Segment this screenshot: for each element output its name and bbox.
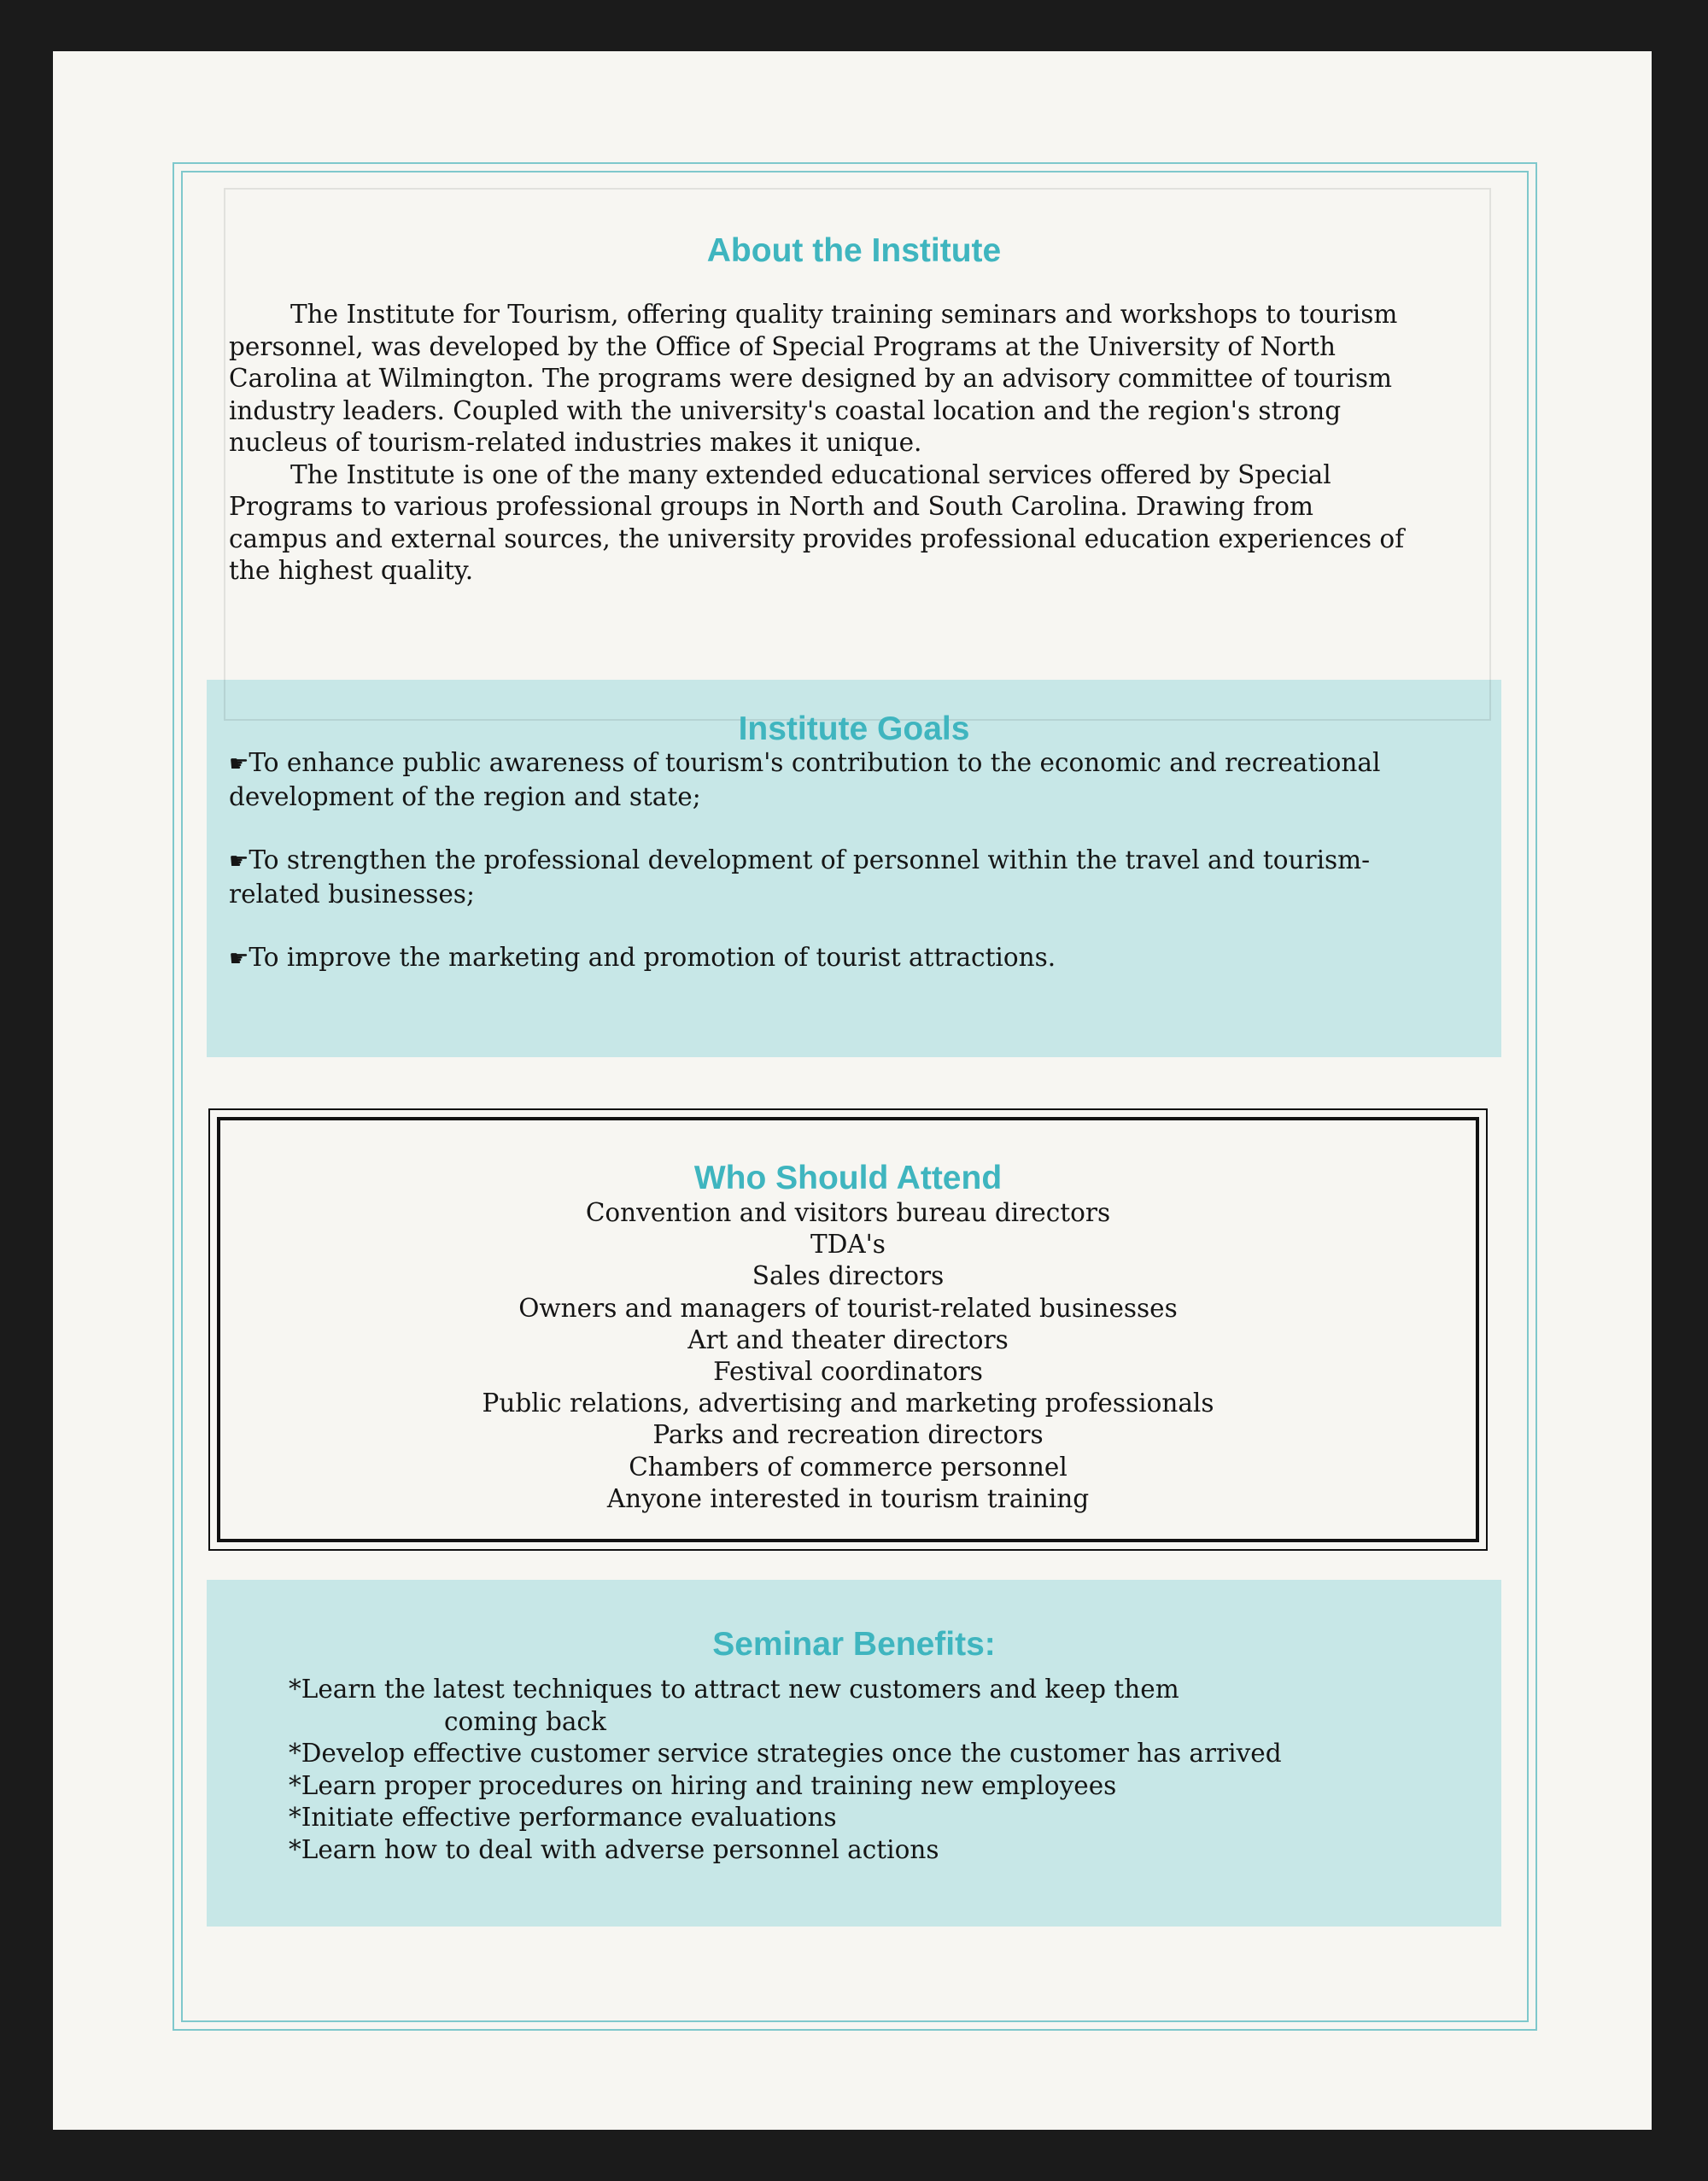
about-body xyxy=(229,299,1407,588)
benefit-item: *Initiate effective performance evaluations xyxy=(289,1803,837,1832)
benefits-list xyxy=(289,1674,1282,1866)
attend-item: Convention and visitors bureau directors xyxy=(585,1198,1111,1227)
benefit-item-continuation: coming back xyxy=(444,1706,606,1736)
about-paragraph-1: The Institute for Tourism, offering quality training seminars and workshops to tourism personnel, was developed by the Office of Special Programs at the University of North Carolina at Wilmington. The programs were designed by an advisory committee of tourism industry leaders. Coupled with the university's coastal location and the region's strong nucleus of tourism-related industries makes it unique. xyxy=(229,300,1398,457)
attend-item: Parks and recreation directors xyxy=(652,1420,1044,1450)
attend-item: Owners and managers of tourist-related businesses xyxy=(518,1293,1178,1323)
goal-text-3: To improve the marketing and promotion of tourist attractions. xyxy=(249,943,1056,972)
about-heading: About the Institute xyxy=(706,232,1002,269)
pointing-hand-icon: ☛ xyxy=(229,849,249,874)
pointing-hand-icon: ☛ xyxy=(229,751,249,777)
attend-heading: Who Should Attend xyxy=(693,1160,1003,1196)
attend-list xyxy=(210,1197,1486,1515)
goal-text-1: To enhance public awareness of tourism's contribution to the economic and recreational development of the region and state; xyxy=(229,748,1381,811)
attend-item: Chambers of commerce personnel xyxy=(629,1452,1068,1482)
attend-item: Art and theater directors xyxy=(687,1324,1009,1354)
benefit-item: *Learn the latest techniques to attract new customers and keep them xyxy=(289,1675,1179,1704)
goal-text-2: To strengthen the professional development of personnel within the travel and tourism-related businesses; xyxy=(229,845,1371,909)
goal-item-1 xyxy=(229,747,1407,813)
attend-item: TDA's xyxy=(810,1230,886,1260)
goals-list xyxy=(229,747,1407,976)
attend-item: Anyone interested in tourism training xyxy=(606,1483,1090,1513)
about-paragraph-2: The Institute is one of the many extended educational services offered by Special Programs to various professional groups in North and South Carolina. Drawing from campus and external sources, the university provides professional education experiences of the highest quality. xyxy=(229,459,1405,585)
brochure-page xyxy=(53,51,1652,2130)
pointing-hand-icon: ☛ xyxy=(229,946,249,972)
goals-heading: Institute Goals xyxy=(738,710,970,747)
attend-item: Festival coordinators xyxy=(713,1357,983,1387)
attend-box xyxy=(208,1108,1488,1551)
benefit-item: *Learn proper procedures on hiring and training new employees xyxy=(289,1770,1117,1800)
goal-item-3 xyxy=(229,942,1407,976)
attend-item: Public relations, advertising and marketing professionals xyxy=(482,1389,1214,1418)
benefits-heading: Seminar Benefits: xyxy=(712,1626,996,1663)
attend-item: Sales directors xyxy=(752,1261,945,1291)
benefit-item: *Develop effective customer service strategies once the customer has arrived xyxy=(289,1739,1282,1768)
benefit-item: *Learn how to deal with adverse personnel actions xyxy=(289,1834,939,1864)
goal-item-2 xyxy=(229,845,1407,910)
